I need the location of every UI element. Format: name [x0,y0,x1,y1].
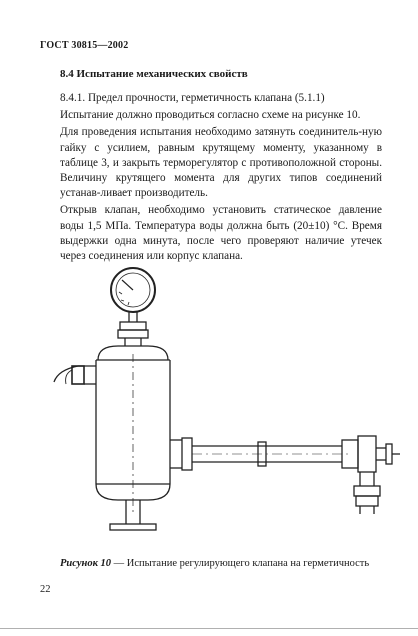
body-text [60,91,382,266]
page-edge-divider [0,628,418,629]
figure-caption [60,558,400,569]
test-rig-drawing [38,262,418,552]
page-number: 22 [40,584,51,595]
figure-label: Рисунок 10 [60,558,112,569]
paragraph-preparation: Для проведения испытания необходимо затянуть соединитель-ную гайку с усилием, равным крутящему моменту, указанному в таблице 3, и закрыть терморегулятор с противоположной стороны. Величину крутящего момента для других типов соединений устанав-ливает производитель. [60,126,382,200]
figure-caption-text: — Испытание регулирующего клапана на герметичность [111,558,370,569]
paragraph-scheme: Испытание должно проводиться согласно схеме на рисунке 10. [60,109,361,122]
standard-header: ГОСТ 30815—2002 [40,40,129,51]
paragraph-clause: 8.4.1. Предел прочности, герметичность клапана (5.1.1) [60,92,325,104]
section-title: 8.4 Испытание механических свойств [60,68,248,80]
paragraph-procedure: Открыв клапан, необходимо установить статическое давление воды 1,5 МПа. Температура воды должна быть (20±10) °С. Время выдержки одна минута, после чего проверяют наличие утечек через соединения или корпус клапана. [60,204,382,263]
